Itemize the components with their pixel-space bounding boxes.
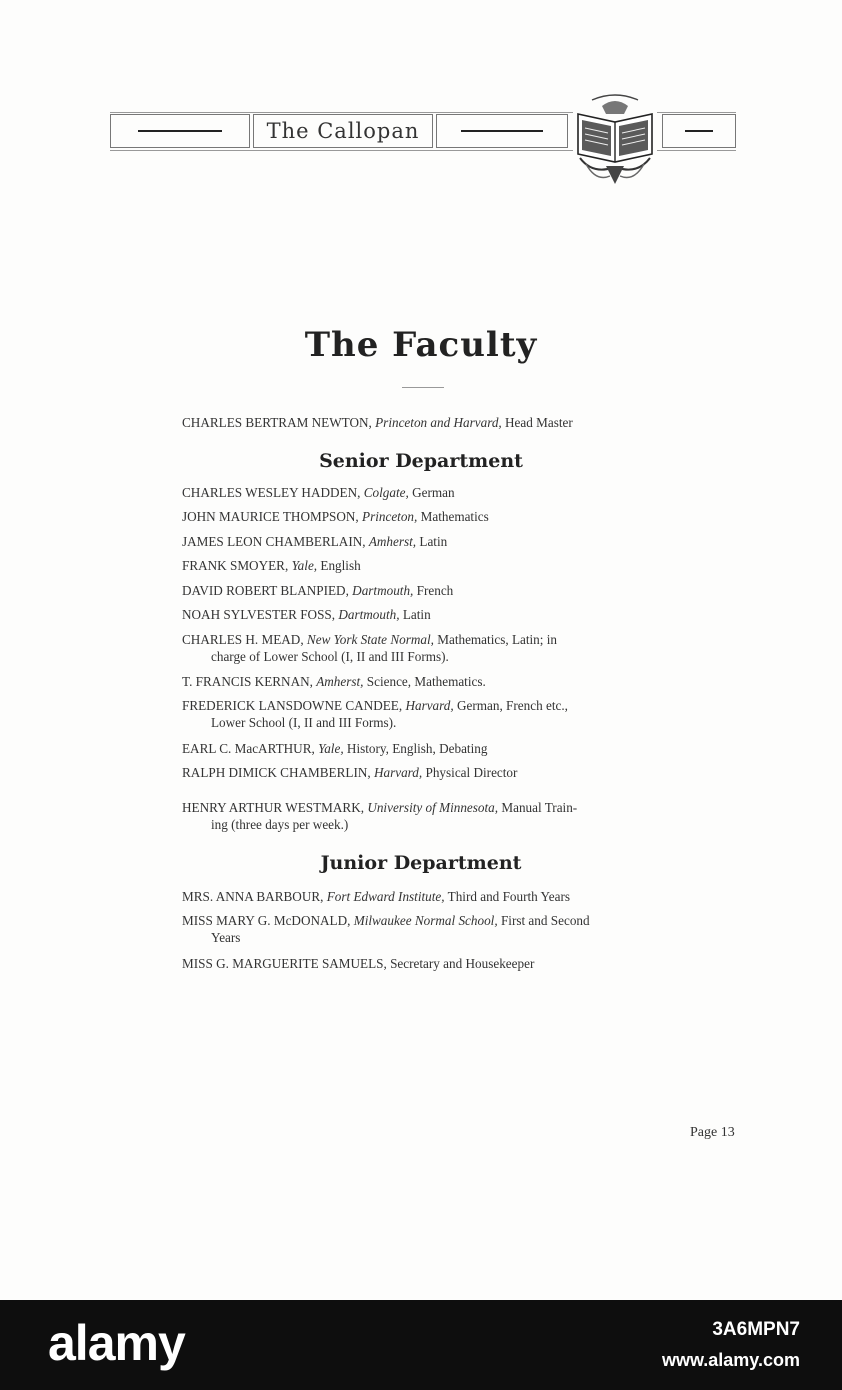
faculty-name: JAMES LEON CHAMBERLAIN,	[182, 534, 366, 549]
stock-image-id: 3A6MPN7	[712, 1319, 800, 1340]
faculty-school: Harvard,	[373, 765, 423, 780]
faculty-role: Head Master	[505, 415, 573, 430]
faculty-entry-continuation: Lower School (I, II and III Forms).	[211, 715, 397, 730]
faculty-school: Yale,	[318, 741, 344, 756]
faculty-entry	[182, 557, 662, 574]
faculty-entry	[182, 508, 662, 525]
faculty-subject: Third and Fourth Years	[447, 889, 570, 904]
faculty-subject: Secretary and Housekeeper	[390, 956, 535, 971]
faculty-subject: German, French etc.,	[456, 698, 568, 713]
faculty-entry-continuation: charge of Lower School (I, II and III Forms).	[211, 649, 449, 664]
faculty-subject: History, English, Debating	[346, 741, 488, 756]
title-rule	[402, 387, 444, 388]
faculty-school: Princeton and Harvard,	[375, 415, 502, 430]
faculty-entry	[182, 740, 662, 757]
header-title-box	[253, 114, 433, 148]
running-header	[110, 110, 736, 154]
faculty-entry	[182, 697, 662, 731]
faculty-school: Dartmouth,	[352, 583, 414, 598]
faculty-subject: Science, Mathematics.	[366, 674, 486, 689]
faculty-name: MISS G. MARGUERITE SAMUELS,	[182, 956, 387, 971]
header-box-left	[110, 114, 250, 148]
stock-url: www.alamy.com	[661, 1350, 800, 1370]
faculty-entry	[182, 533, 662, 550]
faculty-school: Princeton,	[362, 509, 418, 524]
faculty-name: CHARLES BERTRAM NEWTON,	[182, 415, 372, 430]
header-box-middle	[436, 114, 568, 148]
senior-department-heading: Senior Department	[319, 450, 523, 472]
open-book-emblem-icon	[572, 92, 658, 190]
faculty-entry	[182, 631, 662, 665]
faculty-entry-continuation: Years	[211, 930, 241, 945]
header-dash	[685, 130, 713, 132]
faculty-name: RALPH DIMICK CHAMBERLIN,	[182, 765, 371, 780]
faculty-school: Yale,	[291, 558, 318, 573]
faculty-subject: Manual Train-	[501, 800, 578, 815]
header-dash	[461, 130, 543, 132]
junior-department-heading: Junior Department	[320, 852, 522, 874]
stock-watermark-bar	[0, 1300, 842, 1390]
faculty-entry	[182, 764, 662, 781]
faculty-subject: Physical Director	[425, 765, 518, 780]
stock-logo: alamy	[48, 1315, 185, 1371]
faculty-subject: Mathematics	[420, 509, 489, 524]
faculty-school: Dartmouth,	[338, 607, 400, 622]
faculty-name: FREDERICK LANSDOWNE CANDEE,	[182, 698, 403, 713]
page-number: Page 13	[690, 1125, 735, 1140]
faculty-entry	[182, 582, 662, 599]
faculty-entry	[182, 912, 662, 946]
faculty-name: CHARLES WESLEY HADDEN,	[182, 485, 361, 500]
running-title: The Callopan	[266, 119, 420, 143]
faculty-school: Fort Edward Institute,	[326, 889, 445, 904]
faculty-name: T. FRANCIS KERNAN,	[182, 674, 313, 689]
faculty-subject: French	[416, 583, 454, 598]
faculty-name: HENRY ARTHUR WESTMARK,	[182, 800, 365, 815]
faculty-subject: Latin	[419, 534, 448, 549]
faculty-entry-continuation: ing (three days per week.)	[211, 817, 349, 832]
faculty-subject: German	[412, 485, 455, 500]
header-box-right	[662, 114, 736, 148]
faculty-entry	[182, 799, 662, 833]
faculty-subject: First and Second	[500, 913, 590, 928]
faculty-school: Amherst,	[316, 674, 364, 689]
faculty-name: CHARLES H. MEAD,	[182, 632, 304, 647]
faculty-entry	[182, 606, 662, 623]
faculty-entry	[182, 955, 662, 972]
faculty-school: Amherst,	[368, 534, 417, 549]
faculty-school: Harvard,	[405, 698, 454, 713]
faculty-name: JOHN MAURICE THOMPSON,	[182, 509, 359, 524]
faculty-school: Milwaukee Normal School,	[353, 913, 498, 928]
faculty-subject: Mathematics, Latin; in	[437, 632, 557, 647]
faculty-entry	[182, 673, 662, 690]
faculty-school: Colgate,	[363, 485, 409, 500]
faculty-name: DAVID ROBERT BLANPIED,	[182, 583, 349, 598]
faculty-name: NOAH SYLVESTER FOSS,	[182, 607, 336, 622]
faculty-name: MISS MARY G. McDONALD,	[182, 913, 351, 928]
faculty-entry	[182, 888, 662, 905]
header-dash	[138, 130, 222, 132]
faculty-name: MRS. ANNA BARBOUR,	[182, 889, 324, 904]
head-master-entry	[182, 414, 662, 431]
faculty-subject: English	[320, 558, 361, 573]
page-title: The Faculty	[304, 325, 538, 365]
faculty-name: FRANK SMOYER,	[182, 558, 289, 573]
faculty-subject: Latin	[402, 607, 431, 622]
faculty-name: EARL C. MacARTHUR,	[182, 741, 315, 756]
faculty-entry	[182, 484, 662, 501]
faculty-school: New York State Normal,	[306, 632, 434, 647]
faculty-school: University of Minnesota,	[367, 800, 499, 815]
